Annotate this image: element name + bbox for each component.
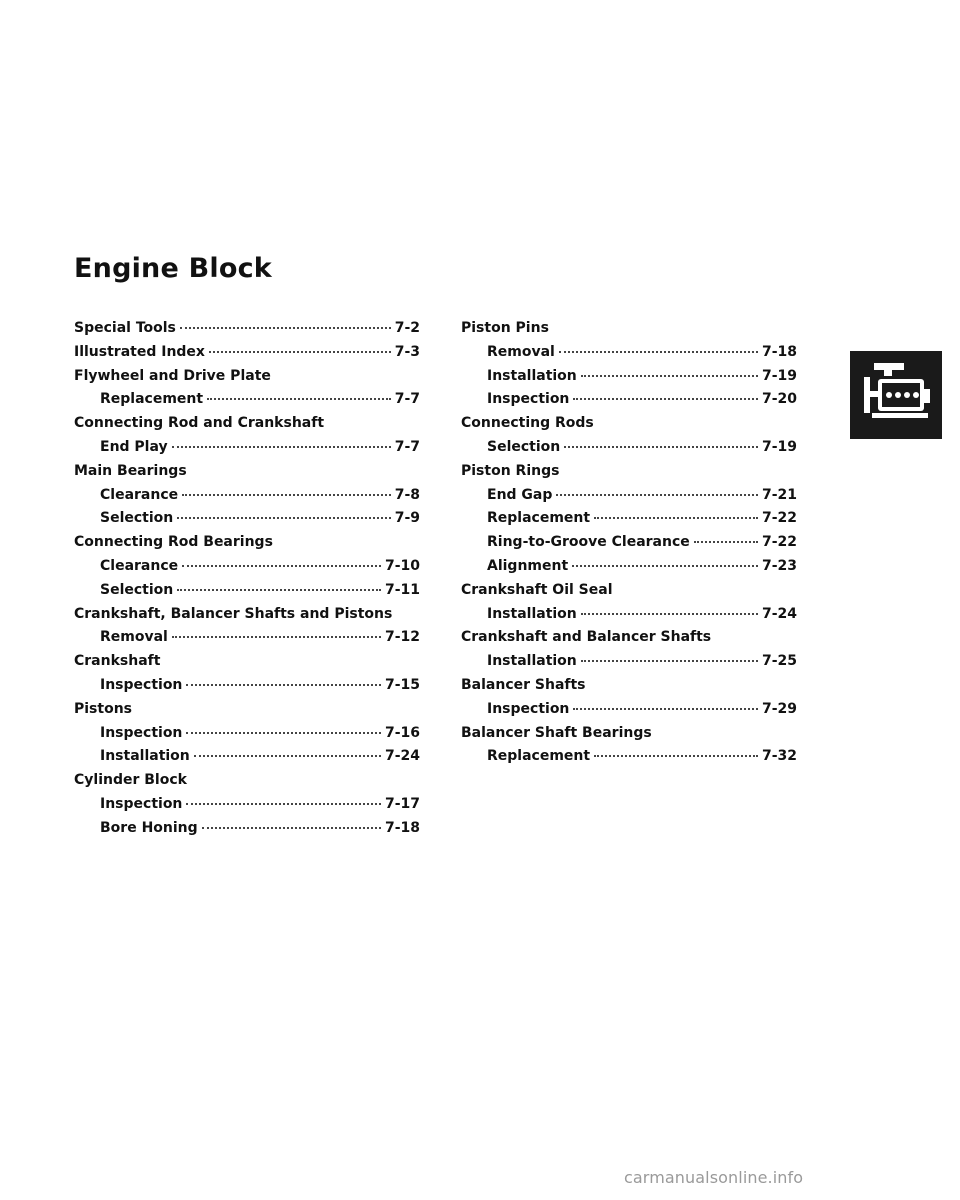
toc-page-number: 7-10 — [384, 557, 420, 574]
toc-entry — [74, 510, 420, 534]
dot-leader — [177, 517, 390, 519]
toc-left-column — [74, 320, 420, 844]
toc-label: Special Tools — [74, 320, 176, 336]
toc-label: Replacement — [487, 748, 591, 765]
toc-label: Connecting Rods — [461, 415, 594, 432]
toc-label: Removal — [487, 343, 555, 360]
toc-label: Inspection — [100, 724, 183, 741]
dot-leader — [172, 636, 381, 638]
toc-entry — [74, 725, 420, 749]
toc-label: Crankshaft, Balancer Shafts and Pistons — [74, 605, 393, 622]
toc-label: Inspection — [100, 795, 183, 812]
toc-heading — [74, 344, 420, 368]
toc-entry — [461, 487, 797, 511]
toc-page-number: 7-19 — [761, 367, 797, 384]
toc-page-number: 7-29 — [761, 700, 797, 717]
toc-entry — [74, 796, 420, 820]
toc-page-number: 7-24 — [761, 605, 797, 622]
dot-leader — [556, 494, 758, 496]
toc-page-number: 7-32 — [761, 748, 797, 765]
dot-leader — [182, 565, 381, 567]
dot-leader — [559, 351, 758, 353]
toc-entry — [74, 629, 420, 653]
toc-entry — [461, 653, 797, 677]
toc-heading — [74, 653, 420, 677]
toc-page-number: 7-7 — [394, 391, 420, 408]
toc-label: Replacement — [487, 510, 591, 527]
dot-leader — [594, 755, 758, 757]
toc-label: Main Bearings — [74, 462, 187, 479]
toc-label: Selection — [487, 438, 561, 455]
toc-entry — [74, 439, 420, 463]
dot-leader — [564, 446, 758, 448]
dot-leader — [209, 351, 391, 353]
toc-page-number: 7-18 — [384, 819, 420, 836]
toc-label: Pistons — [74, 700, 133, 717]
toc-page-number: 7-18 — [761, 343, 797, 360]
toc-label: Piston Rings — [461, 462, 560, 479]
toc-page-number: 7-7 — [394, 438, 420, 455]
toc-page-number: 7-22 — [761, 510, 797, 527]
dot-leader — [186, 684, 381, 686]
toc-label: Installation — [100, 748, 190, 765]
dot-leader — [581, 613, 758, 615]
toc-heading — [74, 606, 420, 630]
toc-entry — [461, 344, 797, 368]
toc-page-number: 7-11 — [384, 581, 420, 598]
toc-page-number: 7-23 — [761, 557, 797, 574]
dot-leader — [573, 398, 758, 400]
toc-label: Connecting Rod Bearings — [74, 534, 273, 551]
toc-label: Removal — [100, 629, 168, 646]
toc-label: Installation — [487, 367, 577, 384]
toc-heading — [74, 701, 420, 725]
toc-entry — [461, 391, 797, 415]
toc-entry — [74, 677, 420, 701]
toc-page-number: 7-20 — [761, 391, 797, 408]
dot-leader — [694, 541, 758, 543]
toc-heading — [461, 629, 797, 653]
toc-page-number: 7-12 — [384, 629, 420, 646]
toc-heading — [74, 415, 420, 439]
toc-page-number: 7-21 — [761, 486, 797, 503]
toc-heading — [74, 463, 420, 487]
toc-entry — [74, 748, 420, 772]
toc-heading — [461, 725, 797, 749]
toc-page-number: 7-9 — [394, 510, 420, 527]
toc-page-number: 7-15 — [384, 676, 420, 693]
toc-entry — [74, 582, 420, 606]
toc-label: Installation — [487, 605, 577, 622]
toc-heading — [74, 772, 420, 796]
dot-leader — [186, 732, 381, 734]
toc-entry — [461, 748, 797, 772]
dot-leader — [594, 517, 758, 519]
toc-label: Connecting Rod and Crankshaft — [74, 415, 325, 432]
toc-label: Crankshaft and Balancer Shafts — [461, 629, 712, 646]
toc-page-number: 7-25 — [761, 653, 797, 670]
toc-entry — [461, 510, 797, 534]
dot-leader — [207, 398, 391, 400]
toc-label: Illustrated Index — [74, 343, 205, 360]
toc-label: Balancer Shafts — [461, 676, 586, 693]
toc-page-number: 7-8 — [394, 486, 420, 503]
toc-label: Selection — [100, 510, 174, 527]
toc-heading — [461, 320, 797, 344]
toc-label: Inspection — [100, 676, 183, 693]
toc-heading — [461, 582, 797, 606]
toc-page-number: 7-3 — [394, 343, 420, 360]
dot-leader — [573, 708, 758, 710]
toc-label: Clearance — [100, 557, 179, 574]
toc-page-number: 7-24 — [384, 748, 420, 765]
page-title: Engine Block — [74, 253, 272, 284]
toc-page-number: 7-22 — [761, 534, 797, 551]
toc-entry — [74, 391, 420, 415]
dot-leader — [581, 375, 758, 377]
dot-leader — [194, 755, 381, 757]
toc-heading — [74, 320, 420, 344]
dot-leader — [180, 327, 391, 329]
toc-entry — [74, 558, 420, 582]
toc-heading — [461, 677, 797, 701]
toc-label: Replacement — [100, 391, 204, 408]
toc-label: End Play — [100, 438, 168, 455]
toc-label: Selection — [100, 581, 174, 598]
toc-label: Flywheel and Drive Plate — [74, 367, 271, 384]
toc-label: Clearance — [100, 486, 179, 503]
toc-entry — [74, 487, 420, 511]
dot-leader — [182, 494, 391, 496]
toc-label: Alignment — [487, 557, 569, 574]
watermark-text: carmanualsonline.info — [624, 1168, 804, 1187]
toc-label: Cylinder Block — [74, 772, 187, 789]
toc-page-number: 7-2 — [394, 320, 420, 336]
engine-block-icon — [850, 351, 942, 439]
toc-label: Inspection — [487, 391, 570, 408]
toc-label: End Gap — [487, 486, 553, 503]
toc-entry — [461, 368, 797, 392]
toc-entry — [74, 820, 420, 844]
toc-entry — [461, 558, 797, 582]
dot-leader — [572, 565, 758, 567]
toc-page-number: 7-17 — [384, 795, 420, 812]
toc-page-number: 7-16 — [384, 724, 420, 741]
toc-label: Crankshaft — [74, 653, 161, 670]
toc-label: Inspection — [487, 700, 570, 717]
dot-leader — [186, 803, 381, 805]
toc-label: Installation — [487, 653, 577, 670]
toc-heading — [461, 415, 797, 439]
dot-leader — [172, 446, 391, 448]
toc-label: Ring-to-Groove Clearance — [487, 534, 690, 551]
dot-leader — [177, 589, 381, 591]
toc-entry — [461, 701, 797, 725]
toc-label: Balancer Shaft Bearings — [461, 724, 652, 741]
toc-right-column — [461, 320, 797, 772]
toc-heading — [74, 534, 420, 558]
toc-entry — [461, 606, 797, 630]
toc-heading — [74, 368, 420, 392]
dot-leader — [202, 827, 381, 829]
toc-entry — [461, 534, 797, 558]
toc-label: Bore Honing — [100, 819, 198, 836]
dot-leader — [581, 660, 758, 662]
toc-page-number: 7-19 — [761, 438, 797, 455]
toc-entry — [461, 439, 797, 463]
toc-heading — [461, 463, 797, 487]
toc-label: Piston Pins — [461, 320, 549, 336]
toc-label: Crankshaft Oil Seal — [461, 581, 613, 598]
